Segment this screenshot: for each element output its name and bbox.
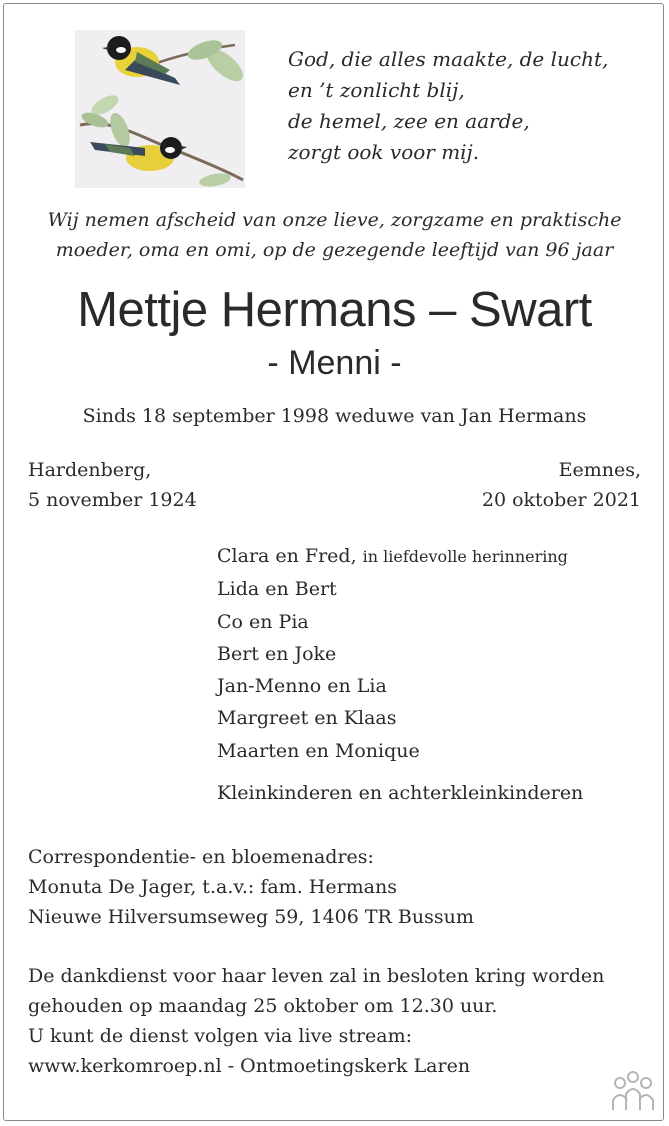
family-list	[217, 540, 568, 767]
address-line: Nieuwe Hilversumseweg 59, 1406 TR Bussum	[28, 906, 474, 928]
poem-line: God, die alles maakte, de lucht,	[288, 47, 609, 71]
birth-info	[28, 455, 197, 515]
service-line: gehouden op maandag 25 oktober om 12.30 uur.	[28, 995, 498, 1017]
list-item: Margreet en Klaas	[217, 707, 397, 730]
address-line: Correspondentie- en bloemenadres:	[28, 846, 374, 868]
deceased-name: Mettje Hermans – Swart	[77, 283, 592, 337]
poem	[288, 44, 608, 168]
birth-date: 5 november 1924	[28, 489, 197, 511]
poem-line: en ’t zonlicht blij,	[288, 78, 465, 102]
poem-line: de hemel, zee en aarde,	[288, 109, 530, 133]
list-item	[217, 540, 568, 573]
correspondence-address	[28, 842, 474, 932]
service-link[interactable]: www.kerkomroep.nl - Ontmoetingskerk Laren	[28, 1055, 471, 1077]
deceased-nickname: - Menni -	[267, 344, 402, 382]
list-item: Maarten en Monique	[217, 739, 420, 762]
service-info	[28, 961, 604, 1081]
intro-line: Wij nemen afscheid van onze lieve, zorgzame en praktische	[47, 209, 622, 231]
list-item: Bert en Joke	[217, 642, 337, 665]
poem-line: zorgt ook voor mij.	[288, 140, 480, 164]
intro-text	[0, 205, 669, 265]
people-group-icon	[608, 1070, 658, 1112]
bird-illustration	[75, 30, 245, 188]
death-date: 20 oktober 2021	[481, 489, 641, 511]
death-info	[482, 455, 641, 515]
list-item: Jan-Menno en Lia	[217, 675, 387, 698]
service-line: De dankdienst voor haar leven zal in besloten kring worden	[28, 965, 605, 987]
list-item: Co en Pia	[217, 610, 309, 633]
address-line: Monuta De Jager, t.a.v.: fam. Hermans	[28, 876, 397, 898]
family-first: Clara en Fred,	[217, 545, 357, 567]
birth-place: Hardenberg,	[28, 459, 152, 481]
widow-line: Sinds 18 september 1998 weduwe van Jan Hermans	[82, 405, 587, 427]
intro-line: moeder, oma en omi, op de gezegende leeftijd van 96 jaar	[55, 239, 614, 261]
service-line: U kunt de dienst volgen via live stream:	[28, 1025, 413, 1047]
list-item: Lida en Bert	[217, 578, 337, 601]
family-first-note: in liefdevolle herinnering	[362, 547, 568, 566]
grandchildren-line: Kleinkinderen en achterkleinkinderen	[217, 782, 584, 804]
death-place: Eemnes,	[558, 459, 641, 481]
